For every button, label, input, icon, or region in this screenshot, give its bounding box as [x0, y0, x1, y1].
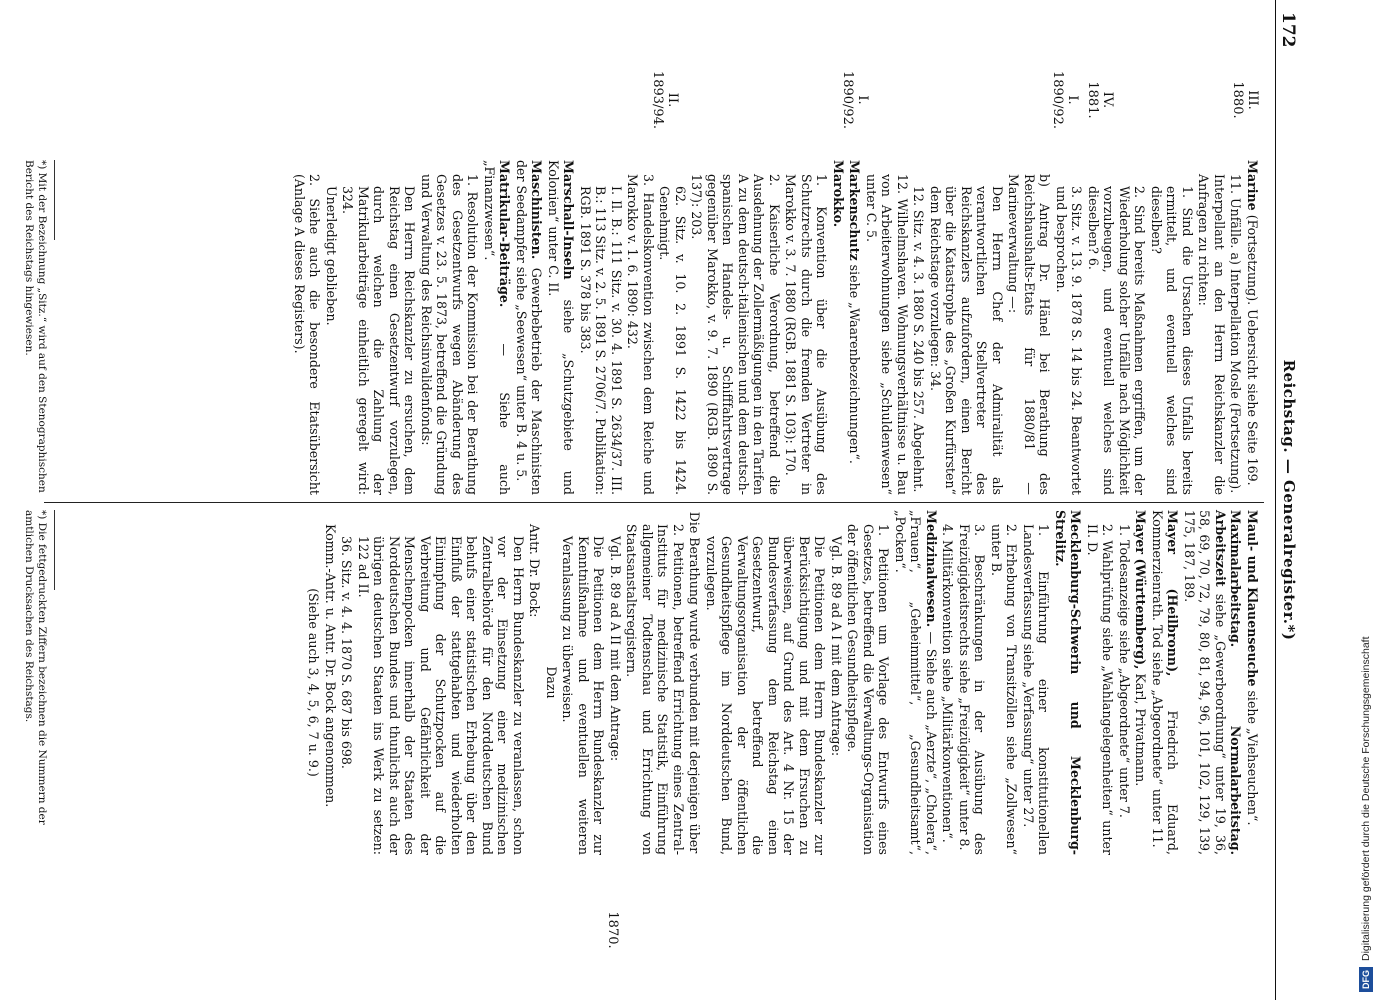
entry-text: 36. Sitz. v. 4. 4. 1870 S. 687 bis 698.: [339, 536, 355, 769]
register-entry: [1021, 510, 1052, 855]
register-entry: [783, 160, 830, 495]
column-divider: [44, 502, 1264, 503]
entry-keyword: Marine: [1245, 160, 1260, 211]
register-entry: [544, 510, 560, 855]
entry-text: — Siehe auch „Aerzte“, „Cholera“, „Frauen“, „Geheimmittel“, „Gesundheitsamt“, „Pocken“.: [893, 510, 939, 855]
register-entry: [527, 510, 543, 855]
page-number: 172: [1278, 12, 1298, 48]
entry-text: 3. Handelskonvention zwischen dem Reiche und Marokko v. 1. 6. 1890: 432.: [625, 174, 656, 495]
entry-text: siehe „Waarenbezeichnungen“.: [847, 260, 863, 464]
register-entry: [356, 510, 527, 855]
entry-keyword: Markenschutz: [847, 160, 863, 261]
footnote-rule-left: [54, 160, 55, 240]
entry-text: 1. Sind die Ursachen dieses Unfalls bereits ermittelt, und eventuell welches sind dieselben?: [1149, 186, 1195, 495]
entry-keyword: Marschall-Inseln: [561, 160, 577, 280]
footnote-rule-right: [54, 510, 55, 590]
entry-text: (Siehe auch 3, 4, 5, 6, 7 u. 9.): [306, 588, 322, 777]
register-entry: [1228, 160, 1244, 495]
entry-text: Interpellant an den Herrn Reichskanzler die Anfragen zu richten:: [1196, 174, 1227, 495]
register-entry: [1245, 160, 1261, 495]
page-title: Reichstag. — Generalregister.*): [1280, 359, 1298, 641]
entry-text: Vgl. B. 89 ad A I mit dem Antrage:: [829, 536, 844, 757]
session-year-mark: I. 1890/92.: [1050, 70, 1080, 130]
entry-text: 4. Militärkonvention siehe „Militärkonventionen“.: [940, 524, 956, 843]
entry-text: Die Berathung wurde verbunden mit derjenigen über: [687, 511, 703, 854]
session-year-mark: IV. 1881.: [1085, 81, 1115, 119]
register-entry: [928, 160, 1006, 495]
entry-text: Die Petitionen dem Herrn Bundeskanzler zur Berücksichtigung und mit dem Ersuchen zu überweisen, auf Grund des Art. 4 Nr. 15 der Bundesverfassung dem Reichstag einen Gesetzentwurf, betreffend die Verwaltungsorganisation der öffentlichen Gesundheitspflege im Norddeutschen Bund, vorzulegen.: [704, 536, 828, 855]
register-entry: [1054, 160, 1085, 495]
entry-keyword: Mayer (Württemberg),: [1133, 510, 1149, 670]
entry-text: — Siehe auch „Finanzwesen“.: [482, 160, 513, 495]
entry-keyword: Marokko.: [831, 160, 846, 228]
register-entry: [831, 160, 847, 495]
register-entry: [1086, 160, 1148, 495]
register-entry: [292, 160, 323, 495]
entry-text: Gewerbebetrieb der Maschinisten der Seedampfer siehe „Seewesen“ unter B. 4 u. 5.: [514, 160, 545, 495]
register-entry: [324, 160, 340, 495]
entry-text: Antr. Dr. Bock:: [527, 524, 543, 618]
register-entry: [847, 160, 863, 495]
register-entry: [323, 510, 339, 855]
right-column: [305, 510, 1260, 855]
register-entry: [608, 510, 624, 855]
register-entry: [340, 160, 418, 495]
header-rule: [1275, 0, 1276, 1000]
register-entry: [989, 510, 1020, 855]
credit-line: [1357, 0, 1375, 1000]
entry-text: Die Petitionen dem Herrn Bundeskanzler zur Kenntnißnahme und eventuellen weiteren Veranlassung zu überweisen.: [560, 536, 607, 855]
entry-text: 12. Sitz. v. 4. 3. 1880 S. 240 bis 257. Abgelehnt.: [911, 186, 927, 493]
register-entry: [911, 160, 927, 495]
entry-text: I. Il. B.: 111 Sitz. v. 30. 4. 1891 S. 2634/37. III. B.: 113 Sitz. v. 2. 5. 1891 S. 2706/7. Publikation: RGB. 1891 S. 378 bis 383.: [578, 186, 624, 495]
entry-text: 1. Petitionen um Vorlage des Entwurfs eines Gesetzes, betreffend die Verwaltungs-Organisation der öffentlichen Gesundheitspflege.: [845, 524, 892, 855]
register-entry: [482, 160, 513, 495]
session-year-mark: II. 1893/94.: [650, 70, 680, 130]
entry-text: b) Antrag Dr. Hänel bei Berathung des Reichshaushalts-Etats für 1880/81 — Marineverwaltung —:: [1006, 174, 1053, 495]
register-entry: [339, 510, 355, 855]
session-year-mark: 1870.: [605, 911, 620, 949]
left-margin-years: [500, 50, 1260, 150]
entry-text: Den Herrn Chef der Admiralität als verantwortlichen Stellvertreter des Reichskanzlers aufzufordern, einen Bericht über die Katastrophe des „Großen Kurfürsten“ dem Reichstage vorzulegen: 34.: [928, 186, 1005, 495]
register-entry: [704, 510, 828, 855]
register-entry: [1196, 160, 1227, 495]
entry-text: 2. Erhebung von Transitzöllen siehe „Zollwesen“ unter B.: [989, 524, 1020, 855]
entry-text: Dazu: [544, 666, 559, 699]
register-entry: [624, 510, 686, 855]
register-entry: [514, 160, 545, 495]
entry-text: Den Herrn Bundeskanzler zu veranlassen, schon vor der Einsetzung einer medizinischen Zentralbehörde für den Norddeutschen Bund behufs einer statistischen Erhebung über den Einfluß der stattgehabten und wiederholten Einimpfung der Schutzpocken auf die Verbreitung und Gefährlichkeit der Menschenpocken innerhalb der Staaten des Norddeutschen Bundes und thunlichst auch der übrigen deutschen Staaten ins Werk zu setzen: 122 ad II.: [356, 536, 526, 855]
register-entry: [1182, 510, 1244, 855]
register-entry: [1133, 510, 1149, 855]
entry-text: Vgl. B. 89 ad A II mit dem Antrage:: [608, 536, 623, 762]
dfg-logo: DFG: [1359, 967, 1373, 992]
entry-text: 2. Sind bereits Maßnahmen ergriffen, um der Wiederholung solcher Unfälle nach Möglichkeit vorzubeugen, und eventuell welches sind dieselben? 6.: [1086, 186, 1148, 495]
entry-text: 2. Petitionen, betreffend Errichtung eines Zentral-Instituts für medizinische Statistik, Einführung allgemeiner Todtenschau und Errichtung von Staatsanstaltsregistern.: [624, 524, 686, 855]
register-entry: [625, 160, 656, 495]
left-column: [291, 160, 1261, 495]
entry-keyword: Mecklenburg-Schwerin und Mecklenburg-Strelitz.: [1053, 510, 1084, 855]
register-entry: [1150, 510, 1181, 855]
entry-keyword: Maschinisten.: [529, 160, 545, 260]
register-entry: [578, 160, 625, 495]
register-entry: [1053, 510, 1084, 855]
entry-text: 2. Wahlprüfung siehe „Wahlangelegenheiten“ unter II. D.: [1085, 524, 1116, 855]
entry-keyword: Mayer (Heilbronn),: [1165, 510, 1181, 677]
entry-text: 3. Sitz. v. 13. 9. 1878 S. 14 bis 24. Beantwortet und besprochen.: [1054, 186, 1085, 495]
entry-text: siehe „Viehseuchen“.: [1245, 686, 1260, 826]
register-entry: [1006, 160, 1053, 495]
entry-keyword: Maul- und Klauenseuche: [1245, 510, 1260, 687]
entry-text: 1. Konvention über die Ausübung des Schutzrechts durch die fremden Vertreter in Marokko v. 3. 7. 1880 (RGB. 1881 S. 103): 170.: [783, 174, 830, 495]
register-entry: [957, 510, 988, 855]
register-entry: [560, 510, 607, 855]
session-year-mark: I. 1890/92.: [840, 70, 870, 130]
register-entry: [845, 510, 892, 855]
register-entry: [864, 160, 911, 495]
entry-keyword: Matrikular-Beiträge.: [497, 160, 513, 308]
entry-text: Friedrich Eduard, Kommerzienrath. Tod siehe „Abgeordnete“ unter 11.: [1150, 510, 1181, 855]
register-entry: [940, 510, 956, 855]
entry-text: Karl, Privatmann.: [1133, 669, 1149, 787]
footnote-left: *) Mit der Bezeichnung „Sitz.“ wird auf den Stenographischen Bericht des Reichstags hingewiesen.: [23, 160, 48, 493]
register-entry: [893, 510, 940, 855]
session-year-mark: III. 1880.: [1230, 81, 1260, 119]
entry-keyword: Maximalarbeitstag. Normalarbeitstag. Arbeitszeit: [1213, 510, 1244, 855]
entry-text: 11. Unfälle. a) Interpellation Mosle (Fortsetzung).: [1228, 174, 1244, 494]
entry-keyword: Medizinalwesen.: [924, 510, 939, 628]
entry-text: siehe „Gewerbeordnung“ unter 19, 36, 58, 69, 70, 72, 79, 80, 81, 94, 96, 101, 102, 129, 139, 175, 187, 189.: [1182, 510, 1228, 855]
register-entry: [419, 160, 481, 495]
entry-text: 1. Todesanzeige siehe „Abgeordnete“ unter 7.: [1117, 524, 1132, 818]
credit-text: Digitalisierung gefördert durch die Deutsche Forschungsgemeinschaft: [1360, 636, 1372, 961]
entry-text: 1. Resolution der Kommission bei der Berathung des Gesetzentwurfs wegen Abänderung des Gesetzes v. 23. 5. 1873, betreffend die Gründung und Verwaltung des Reichsinvalidenfonds:: [419, 174, 481, 495]
entry-text: Unerledigt geblieben.: [324, 186, 339, 326]
entry-text: 12. Wilhelmshaven. Wohnungsverhältnisse u. Bau von Arbeiterwohnungen siehe „Schuldenwesen“ unter C. 5.: [864, 174, 910, 495]
entry-text: 3. Beschränkungen in der Ausübung des Freizügigkeitsrechts siehe „Freizügigkeit“ unter 8.: [957, 524, 988, 855]
entry-text: Komm.-Antr. u. Antr. Dr. Bock angenommen.: [323, 524, 338, 808]
entry-text: siehe „Schutzgebiete und Kolonien“ unter C. II.: [546, 160, 577, 495]
register-entry: [1117, 510, 1133, 855]
credit-strip: [1355, 0, 1375, 1000]
register-entry: [306, 510, 322, 855]
register-entry: [1085, 510, 1116, 855]
entry-text: 2. Siehe auch die besondere Etatsübersicht (Anlage A dieses Registers).: [292, 174, 323, 495]
register-entry: [687, 510, 703, 855]
register-entry: [1245, 510, 1261, 855]
entry-text: (Fortsetzung). Uebersicht siehe Seite 169.: [1245, 210, 1260, 486]
register-entry: [546, 160, 577, 495]
register-entry: [829, 510, 845, 855]
register-entry: [1149, 160, 1196, 495]
register-entry: [689, 160, 782, 495]
entry-text: Den Herrn Reichskanzler zu ersuchen, dem Reichstag einen Gesetzentwurf vorzulegen, durch welchen die Zahlung der Matrikularbeiträge einheitlich geregelt wird: 324.: [340, 186, 418, 495]
right-margin-years: [460, 880, 1260, 980]
entry-text: 1. Einführung einer konstitutionellen Landesverfassung siehe „Verfassung“ unter 27.: [1021, 524, 1052, 855]
entry-text: 2. Kaiserliche Verordnung, betreffend die Ausdehnung der Zollermäßigungen in den Tarifen A zu dem deutsch-italienischen und dem deutsch-spanischen Handels- u. Schifffahrtsvertrage gegenüber Marokko, v. 9. 7. 1890 (RGB. 1890 S. 137): 203.: [689, 174, 782, 495]
register-entry: [657, 160, 688, 495]
footnote-right: *) Die fettgedruckten Ziffern bezeichnen die Nummern der amtlichen Drucksachen des Reichstags.: [23, 510, 48, 825]
entry-text: 62. Sitz. v. 10. 2. 1891 S. 1422 bis 1424. Genehmigt.: [657, 186, 688, 495]
